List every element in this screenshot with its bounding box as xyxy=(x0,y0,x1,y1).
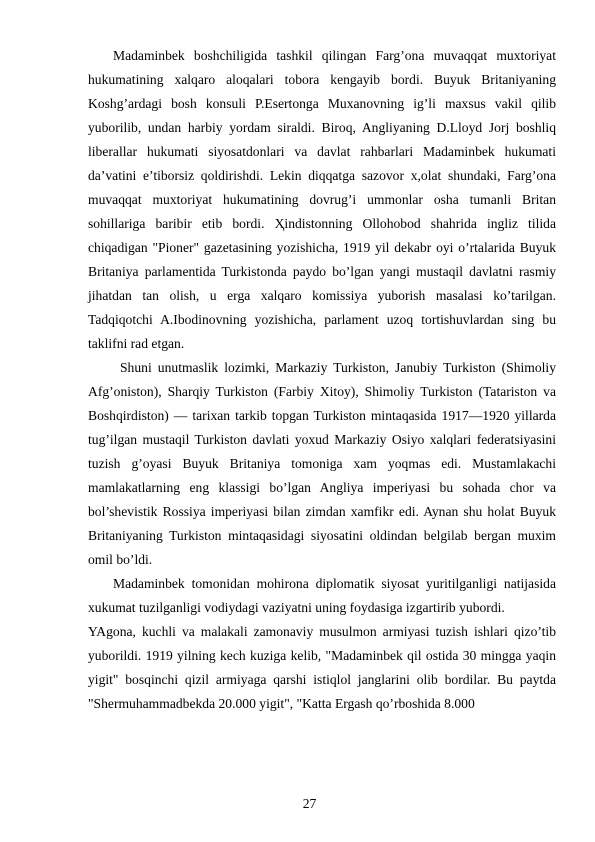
paragraph-1: Madaminbek boshchiligida tashkil qilingan Farg’ona muvaqqat muxtoriyat hukumatining xalqaro aloqalari tobora kengayib bordi. Buyuk Britaniyaning Koshg’ardagi bosh konsuli P.Esertonga Muxanovning ig’li maxsus vakil qilib yuborilib, undan harbiy yordam siraldi. Biroq, Angliyaning D.Lloyd Jorj boshliq liberallar hukumati siyosatdonlari va davlat rahbarlari Madaminbek hukumati da’vatini e’tiborsiz qoldirishdi. Lekin diqqatga sazovor x,olat shundaki, Farg’ona muvaqqat muxtoriyat hukumatining dovrug’i ummonlar osha tumanli Britan sohillariga baribir etib bordi. Ҳindistonning Ollohobod shahrida ingliz tilida chiqadigan "Pioner" gazetasining yozishicha, 1919 yil dekabr oyi o’rtalarida Buyuk Britaniya parlamentida Turkistonda paydo bo’lgan yangi mustaqil davlatni rasmiy jihatdan tan olish, u erga xalqaro komissiya yuborish masalasi ko’tarilgan. Tadqiqotchi A.Ibodinovning yozishicha, parlament uzoq tortishuvlardan sing bu taklifni rad etgan. xyxy=(88,48,556,351)
page-number: 27 xyxy=(302,796,317,811)
paragraph-2: Shuni unutmaslik lozimki, Markaziy Turkiston, Janubiy Turkiston (Shimoliy Afg’oniston), Sharqiy Turkiston (Farbiy Xitoy), Shimoliy Turkiston (Tatariston va Boshqirdiston) — tarixan tarkib topgan Turkiston mintaqasida 1917—1920 yillarda tug’ilgan mustaqil Turkiston davlati yoxud Markaziy Osiyo xalqlari federatsiyasini tuzish g’oyasi Buyuk Britaniya tomoniga xam yoqmas edi. Mustamlakachi mamlakatlarning eng klassigi bo’lgan Angliya imperiyasi bu sohada chor va bol’shevistik Rossiya imperiyasi bilan zimdan xamfikr edi. Aynan shu holat Buyuk Britaniyaning Turkiston mintaqasidagi siyosatini oldindan belgilab bergan muxim omil bo’ldi. xyxy=(88,360,556,567)
paragraph-3: Madaminbek tomonidan mohirona diplomatik siyosat yuritilganligi natijasida xukumat tuzilganligi vodiydagi vaziyatni uning foydasiga izgartirib yubordi. xyxy=(88,576,556,615)
paragraph-4: YAgona, kuchli va malakali zamonaviy musulmon armiyasi tuzish ishlari qizo’tib yuborildi. 1919 yilning kech kuziga kelib, "Madaminbek qil ostida 30 mingga yaqin yigit" bosqinchi qizil armiyaga qarshi istiqlol janglarini olib bordilar. Bu paytda "Shermuhammadbekda 20.000 yigit", "Katta Ergash qo’rboshida 8.000 xyxy=(88,624,556,711)
text-body xyxy=(88,44,556,716)
